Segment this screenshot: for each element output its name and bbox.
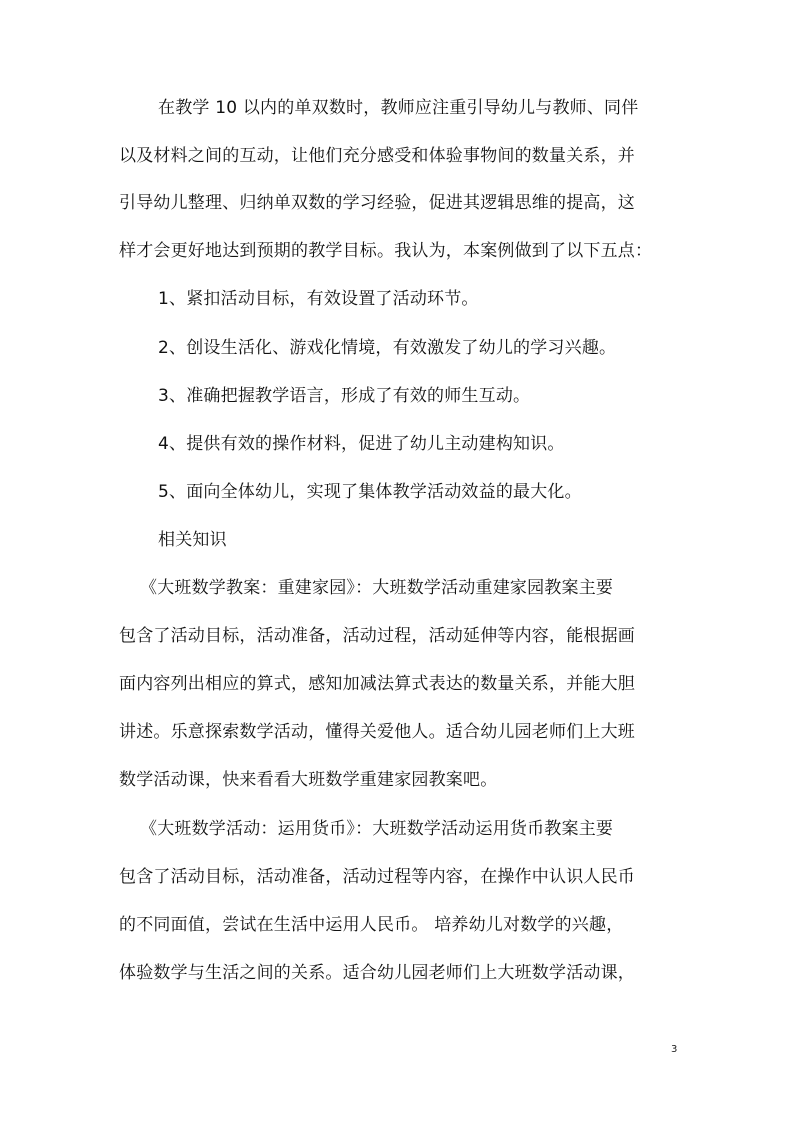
paragraph-3-line-4: 体验数学与生活之间的关系。适合幼儿园老师们上大班数学活动课， [119,963,635,983]
point-1: 1、紧扣活动目标，有效设置了活动环节。 [158,289,479,309]
paragraph-3-line-2: 包含了活动目标，活动准备，活动过程等内容，在操作中认识人民币 [119,867,635,887]
paragraph-3-line-1: 《大班数学活动：运用货币》：大班数学活动运用货币教案主要 [140,819,614,839]
point-2: 2、创设生活化、游戏化情境，有效激发了幼儿的学习兴趣。 [158,338,617,358]
point-3: 3、准确把握教学语言，形成了有效的师生互动。 [158,386,531,406]
paragraph-2-line-3: 面内容列出相应的算式，感知加减法算式表达的数量关系，并能大胆 [119,674,635,694]
paragraph-1-line-1: 在教学 10 以内的单双数时，教师应注重引导幼儿与教师、同伴 [158,98,639,118]
paragraph-3-line-3: 的不同面值，尝试在生活中运用人民币。 培养幼儿对数学的兴趣， [119,915,624,935]
paragraph-1-line-2: 以及材料之间的互动，让他们充分感受和体验事物间的数量关系，并 [119,146,635,166]
paragraph-2-line-2: 包含了活动目标，活动准备，活动过程，活动延伸等内容，能根据画 [119,626,635,646]
section-heading: 相关知识 [158,530,227,550]
paragraph-1-line-3: 引导幼儿整理、归纳单双数的学习经验，促进其逻辑思维的提高，这 [119,193,635,213]
paragraph-1-line-4: 样才会更好地达到预期的教学目标。我认为，本案例做到了以下五点： [119,241,653,261]
point-5: 5、面向全体幼儿，实现了集体教学活动效益的最大化。 [158,482,582,502]
paragraph-2-line-4: 讲述。乐意探索数学活动，懂得关爱他人。适合幼儿园老师们上大班 [119,722,635,742]
page-number: 3 [671,1044,678,1055]
point-4: 4、提供有效的操作材料，促进了幼儿主动建构知识。 [158,434,565,454]
paragraph-2-line-1: 《大班数学教案：重建家园》：大班数学活动重建家园教案主要 [140,578,614,598]
paragraph-2-line-5: 数学活动课，快来看看大班数学重建家园教案吧。 [119,770,498,790]
